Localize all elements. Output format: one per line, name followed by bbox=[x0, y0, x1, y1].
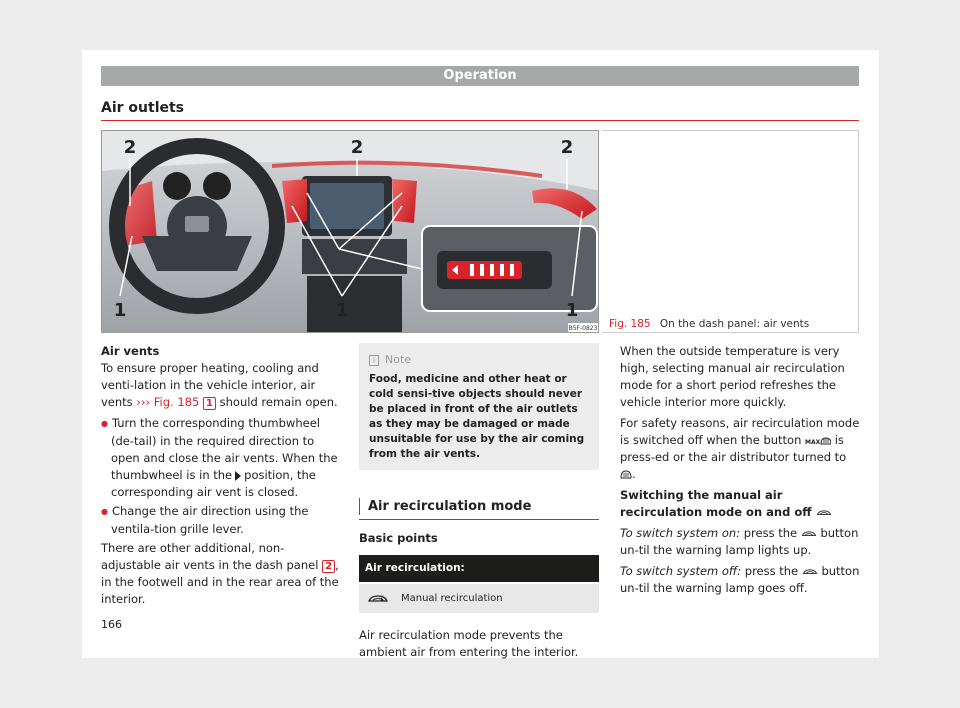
text-span: There are other additional, non-adjustable air vents in the dash panel bbox=[101, 541, 319, 572]
air-vents-paragraph bbox=[101, 360, 341, 411]
table-header: Air recirculation: bbox=[359, 555, 599, 582]
recirculation-icon bbox=[359, 584, 397, 613]
text-span: press the bbox=[743, 526, 798, 540]
section-title: Air outlets bbox=[101, 100, 185, 116]
text-span: is press-ed or the air distributor turned to bbox=[620, 433, 847, 464]
text-span: For safety reasons, air recirculation mode is switched off when the button bbox=[620, 416, 860, 447]
dashboard-illustration bbox=[102, 131, 599, 333]
table-cell: Manual recirculation bbox=[401, 593, 503, 604]
column-2 bbox=[359, 343, 599, 665]
high-temp-paragraph: When the outside temperature is very high, selecting manual air recirculation mode for a short period refreshes the vehicle interior more quickly. bbox=[620, 344, 845, 409]
recirculation-table bbox=[359, 555, 599, 613]
text-span: button un-til the warning lamp lights up. bbox=[620, 526, 859, 557]
text-span: position, the corresponding air vent is closed. bbox=[111, 468, 316, 499]
figure-link[interactable]: ››› Fig. 185 bbox=[136, 395, 200, 409]
text-span: To switch system off: bbox=[620, 564, 742, 578]
max-defrost-icon bbox=[805, 436, 831, 446]
basic-points-heading: Basic points bbox=[359, 531, 438, 545]
text-span: . bbox=[632, 467, 636, 481]
text-span: To switch system on: bbox=[620, 526, 741, 540]
other-vents-paragraph bbox=[101, 540, 341, 608]
text-span: button un-til the warning lamp goes off. bbox=[620, 564, 860, 595]
callout-ref-2: 2 bbox=[322, 560, 335, 573]
figure-caption-panel bbox=[602, 130, 859, 333]
recirculation-divider bbox=[359, 519, 599, 520]
callout-vent-left-top: 2 bbox=[123, 137, 137, 158]
figure-caption-text: On the dash panel: air vents bbox=[659, 318, 810, 330]
table-row bbox=[359, 584, 599, 613]
callout-ref-1: 1 bbox=[203, 397, 216, 410]
figure-caption bbox=[609, 318, 809, 330]
svg-text:MAX: MAX bbox=[805, 438, 821, 446]
closed-position-icon bbox=[235, 471, 241, 481]
note-box bbox=[359, 343, 599, 470]
safety-paragraph bbox=[620, 415, 860, 483]
text-span: To ensure proper heating, cooling and venti-lation in the vehicle interior, air vents bbox=[101, 361, 319, 409]
switch-on-paragraph bbox=[620, 525, 860, 559]
text-span: should remain open. bbox=[219, 395, 338, 409]
note-text: Food, medicine and other heat or cold sensi-tive objects should never be placed in front of the air outlets as they may be damaged or made unsuitable for use by the air coming from the air vents. bbox=[369, 373, 585, 460]
text-span: Turn the corresponding thumbwheel (de-tail) in the required direction to open and close the air vents. When the thumbwheel is in the bbox=[111, 416, 338, 482]
bullet-direction: ● Change the air direction using the ventila-tion grille lever. bbox=[101, 503, 341, 538]
callout-vent-center-top: 2 bbox=[350, 137, 364, 158]
recirculation-heading: Air recirculation mode bbox=[359, 498, 599, 515]
column-1 bbox=[101, 343, 341, 612]
recirculation-icon bbox=[802, 568, 818, 576]
page-number: 166 bbox=[101, 618, 122, 631]
callout-vent-right-bottom: 1 bbox=[565, 300, 579, 321]
callout-vent-left-bottom: 1 bbox=[113, 300, 127, 321]
bullet-thumbwheel bbox=[101, 415, 341, 501]
figure-ref: Fig. 185 bbox=[609, 318, 651, 330]
text-span: Switching the manual air recirculation mode on and off bbox=[620, 488, 812, 519]
recirculation-icon bbox=[801, 530, 817, 538]
recirculation-icon bbox=[816, 509, 832, 517]
windscreen-icon bbox=[620, 470, 632, 480]
figure-code: B5F-0823 bbox=[568, 325, 598, 332]
switch-off-paragraph bbox=[620, 563, 860, 597]
recirculation-paragraph: Air recirculation mode prevents the ambient air from entering the interior. bbox=[359, 628, 579, 659]
column-3 bbox=[620, 343, 860, 601]
callout-vent-center-bottom: 1 bbox=[335, 300, 349, 321]
info-icon: i bbox=[369, 355, 379, 366]
title-divider bbox=[101, 120, 859, 121]
note-label: Note bbox=[385, 353, 412, 366]
text-span: press the bbox=[744, 564, 799, 578]
chapter-header: Operation bbox=[101, 66, 859, 86]
note-header bbox=[369, 351, 589, 368]
callout-vent-right-top: 2 bbox=[560, 137, 574, 158]
switching-heading bbox=[620, 487, 860, 521]
air-vents-heading: Air vents bbox=[101, 344, 160, 358]
text-span: , in the footwell and in the rear area of the interior. bbox=[101, 558, 339, 606]
dashboard-figure bbox=[101, 130, 599, 333]
